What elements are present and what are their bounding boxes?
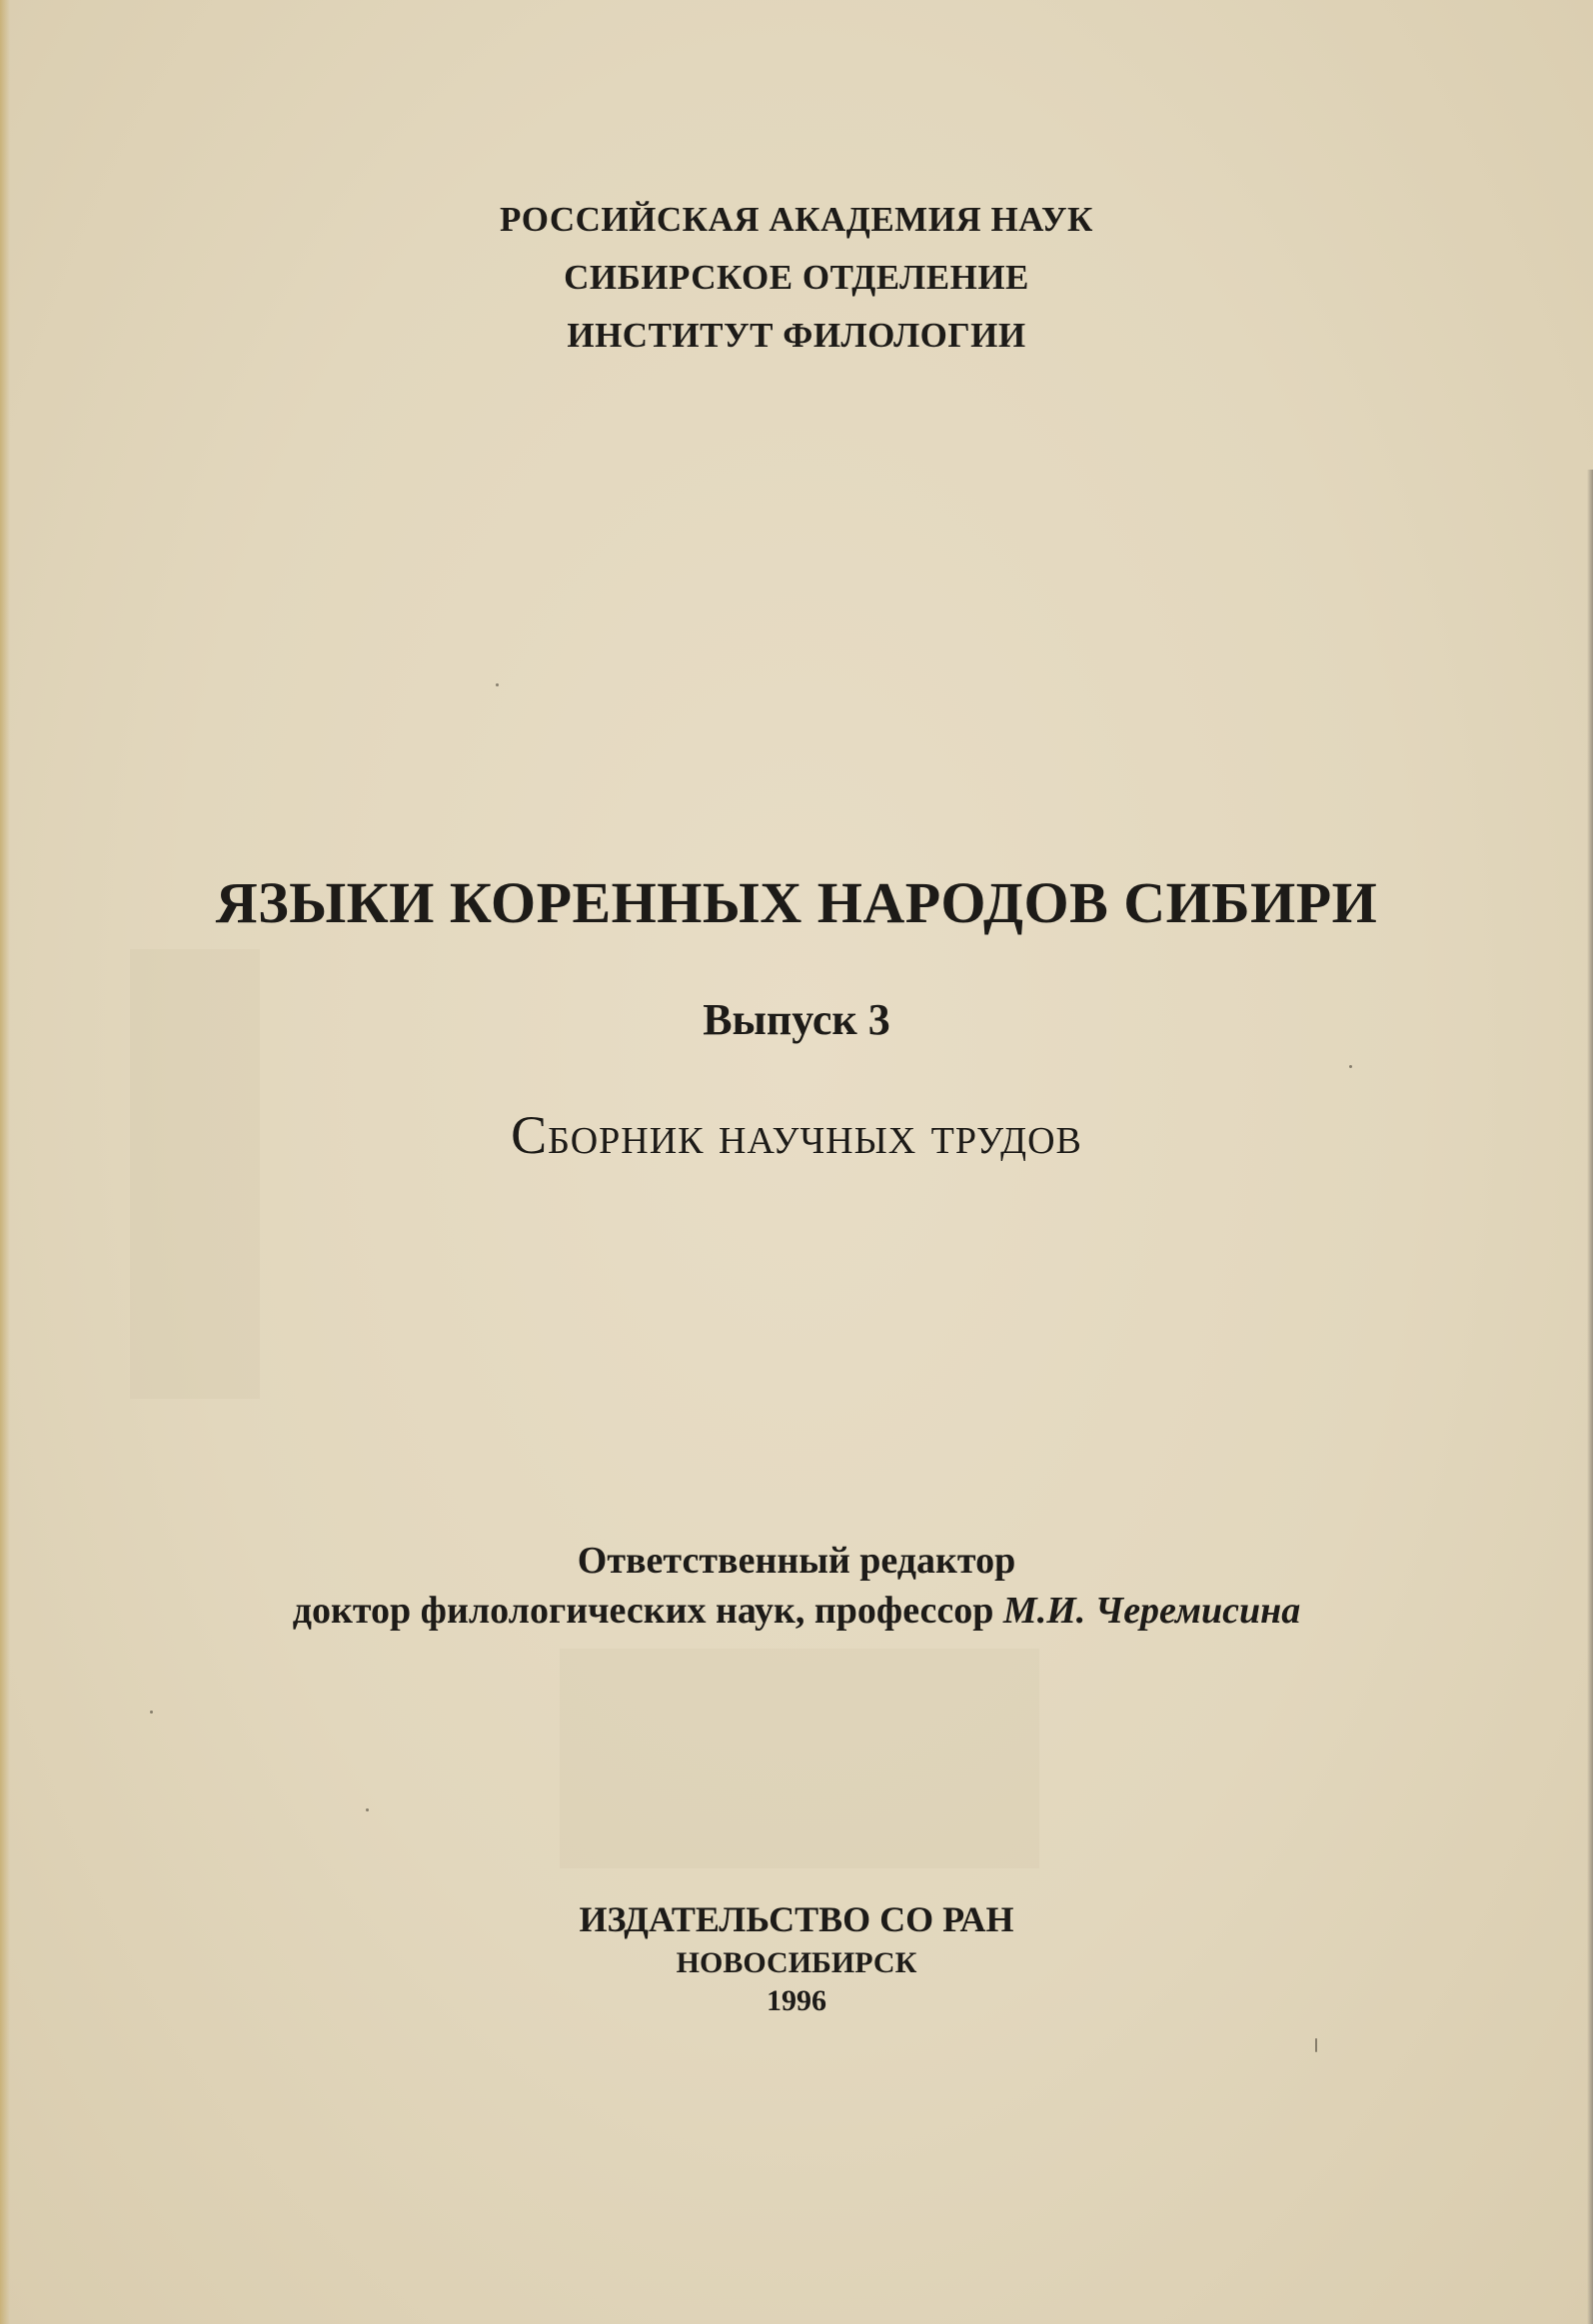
book-title: ЯЗЫКИ КОРЕННЫХ НАРОДОВ СИБИРИ (215, 870, 1378, 935)
publisher-city: НОВОСИБИРСК (676, 1946, 917, 1979)
institution-line-academy: РОССИЙСКАЯ АКАДЕМИЯ НАУК (500, 200, 1093, 239)
editor-name: М.И. Черемисина (1002, 1590, 1301, 1632)
editor-line (0, 1589, 1593, 1633)
paper-speck (366, 1808, 369, 1811)
book-subtitle: Сборник научных трудов (511, 1105, 1082, 1165)
publisher-name: ИЗДАТЕЛЬСТВО СО РАН (579, 1899, 1014, 1939)
paper-right-edge (1587, 470, 1593, 2324)
paper-stain (560, 1649, 1039, 1868)
institution-line-branch: СИБИРСКОЕ ОТДЕЛЕНИЕ (564, 258, 1029, 297)
paper-speck (1315, 2038, 1317, 2052)
institution-line-institute: ИНСТИТУТ ФИЛОЛОГИИ (567, 316, 1026, 355)
paper-speck (1349, 1065, 1352, 1068)
issue-number: Выпуск 3 (703, 995, 890, 1044)
paper-speck (496, 683, 499, 686)
paper-speck (150, 1711, 153, 1714)
editor-credentials: доктор филологических наук, профессор (292, 1590, 994, 1632)
publication-year: 1996 (767, 1984, 826, 2017)
editor-role: Ответственный редактор (577, 1540, 1016, 1582)
